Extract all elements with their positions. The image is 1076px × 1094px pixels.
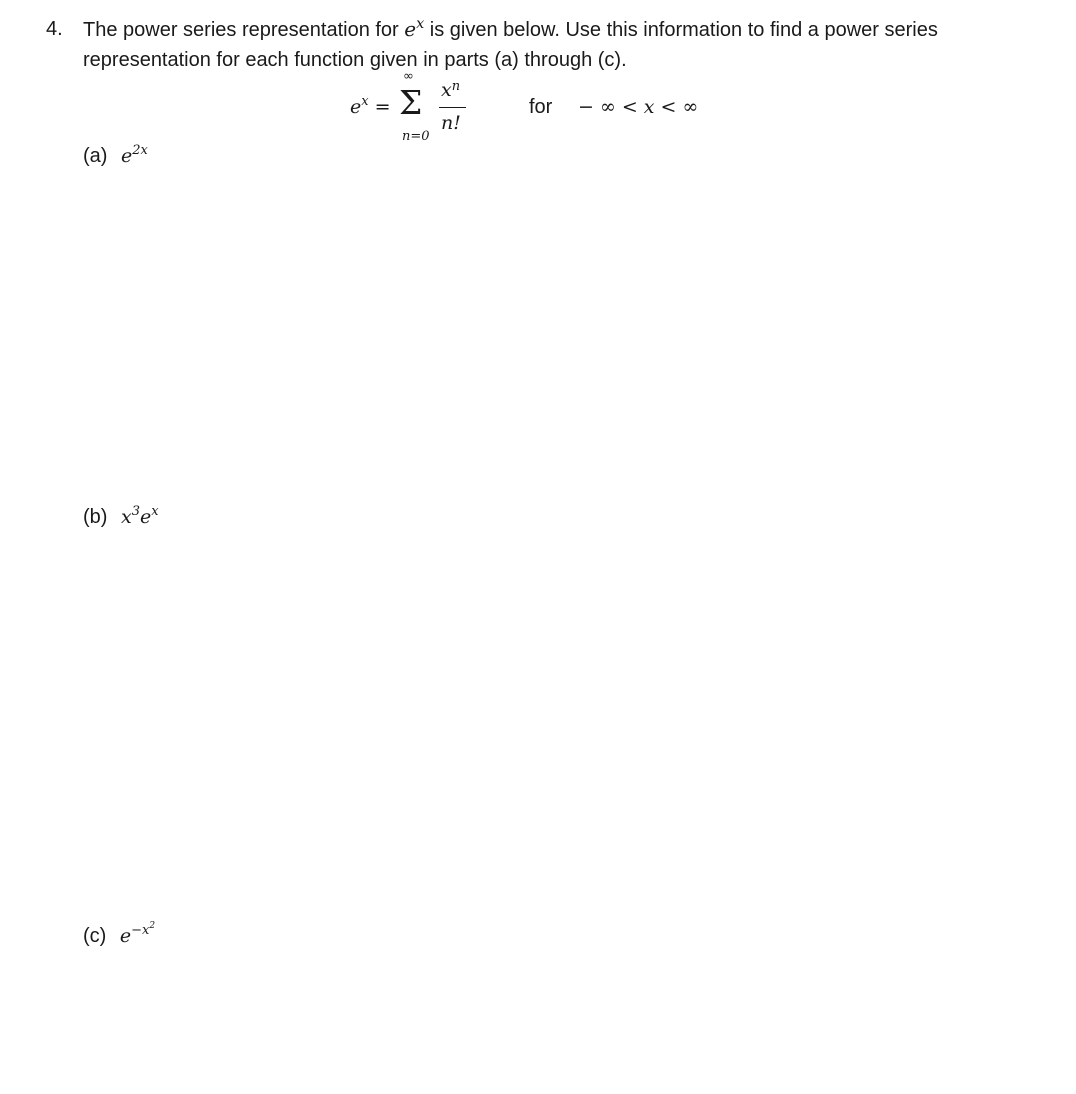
- numerator-exp: n: [451, 79, 461, 94]
- inline-exp-base: e: [404, 17, 417, 41]
- part-c-exp-square: 2: [149, 921, 156, 931]
- part-b-exp: x: [151, 504, 159, 519]
- formula-lhs-exp: x: [361, 94, 369, 109]
- part-b-coef-base: x: [121, 506, 132, 528]
- part-c-label: (c): [83, 925, 107, 947]
- part-c-exp: [131, 923, 155, 938]
- part-b-expression: [121, 506, 159, 528]
- part-a-expression: [121, 145, 148, 167]
- part-a-base: e: [121, 145, 133, 167]
- sigma-symbol: Σ: [399, 83, 423, 122]
- part-b-coef-exp: 3: [131, 504, 141, 519]
- inline-exp-power: x: [416, 16, 425, 33]
- part-a: [83, 145, 148, 168]
- for-label: for: [529, 96, 553, 118]
- sum-lower-limit: n=0: [402, 129, 430, 144]
- part-c-expression: [119, 921, 156, 947]
- part-c: [83, 921, 156, 948]
- part-c-exp-body: −x: [131, 923, 150, 938]
- question-line-1-start: The power series representation for: [83, 19, 405, 41]
- part-a-exp: 2x: [132, 143, 148, 158]
- numerator-base: x: [441, 79, 452, 101]
- part-b: [83, 506, 159, 529]
- part-c-base: e: [119, 925, 132, 947]
- question-line-2: representation for each function given in parts (a) through (c).: [83, 49, 627, 71]
- part-b-label: (b): [83, 506, 108, 528]
- formula-lhs: [350, 96, 391, 118]
- domain-range: − ∞ < x < ∞: [578, 96, 699, 118]
- formula-equals: =: [374, 96, 391, 118]
- question-line-1-end: is given below. Use this information to find a power series: [424, 19, 938, 41]
- question-text: [83, 15, 1043, 74]
- question-line-1: [83, 15, 1043, 46]
- sum-upper-limit: ∞: [403, 69, 414, 84]
- part-a-label: (a): [83, 145, 108, 167]
- fraction-numerator: [441, 80, 460, 103]
- fraction-bar: [439, 107, 466, 108]
- part-b-base: e: [140, 506, 152, 528]
- formula-lhs-base: e: [350, 96, 362, 118]
- question-number: 4.: [46, 18, 63, 40]
- fraction-denominator: n!: [441, 112, 461, 134]
